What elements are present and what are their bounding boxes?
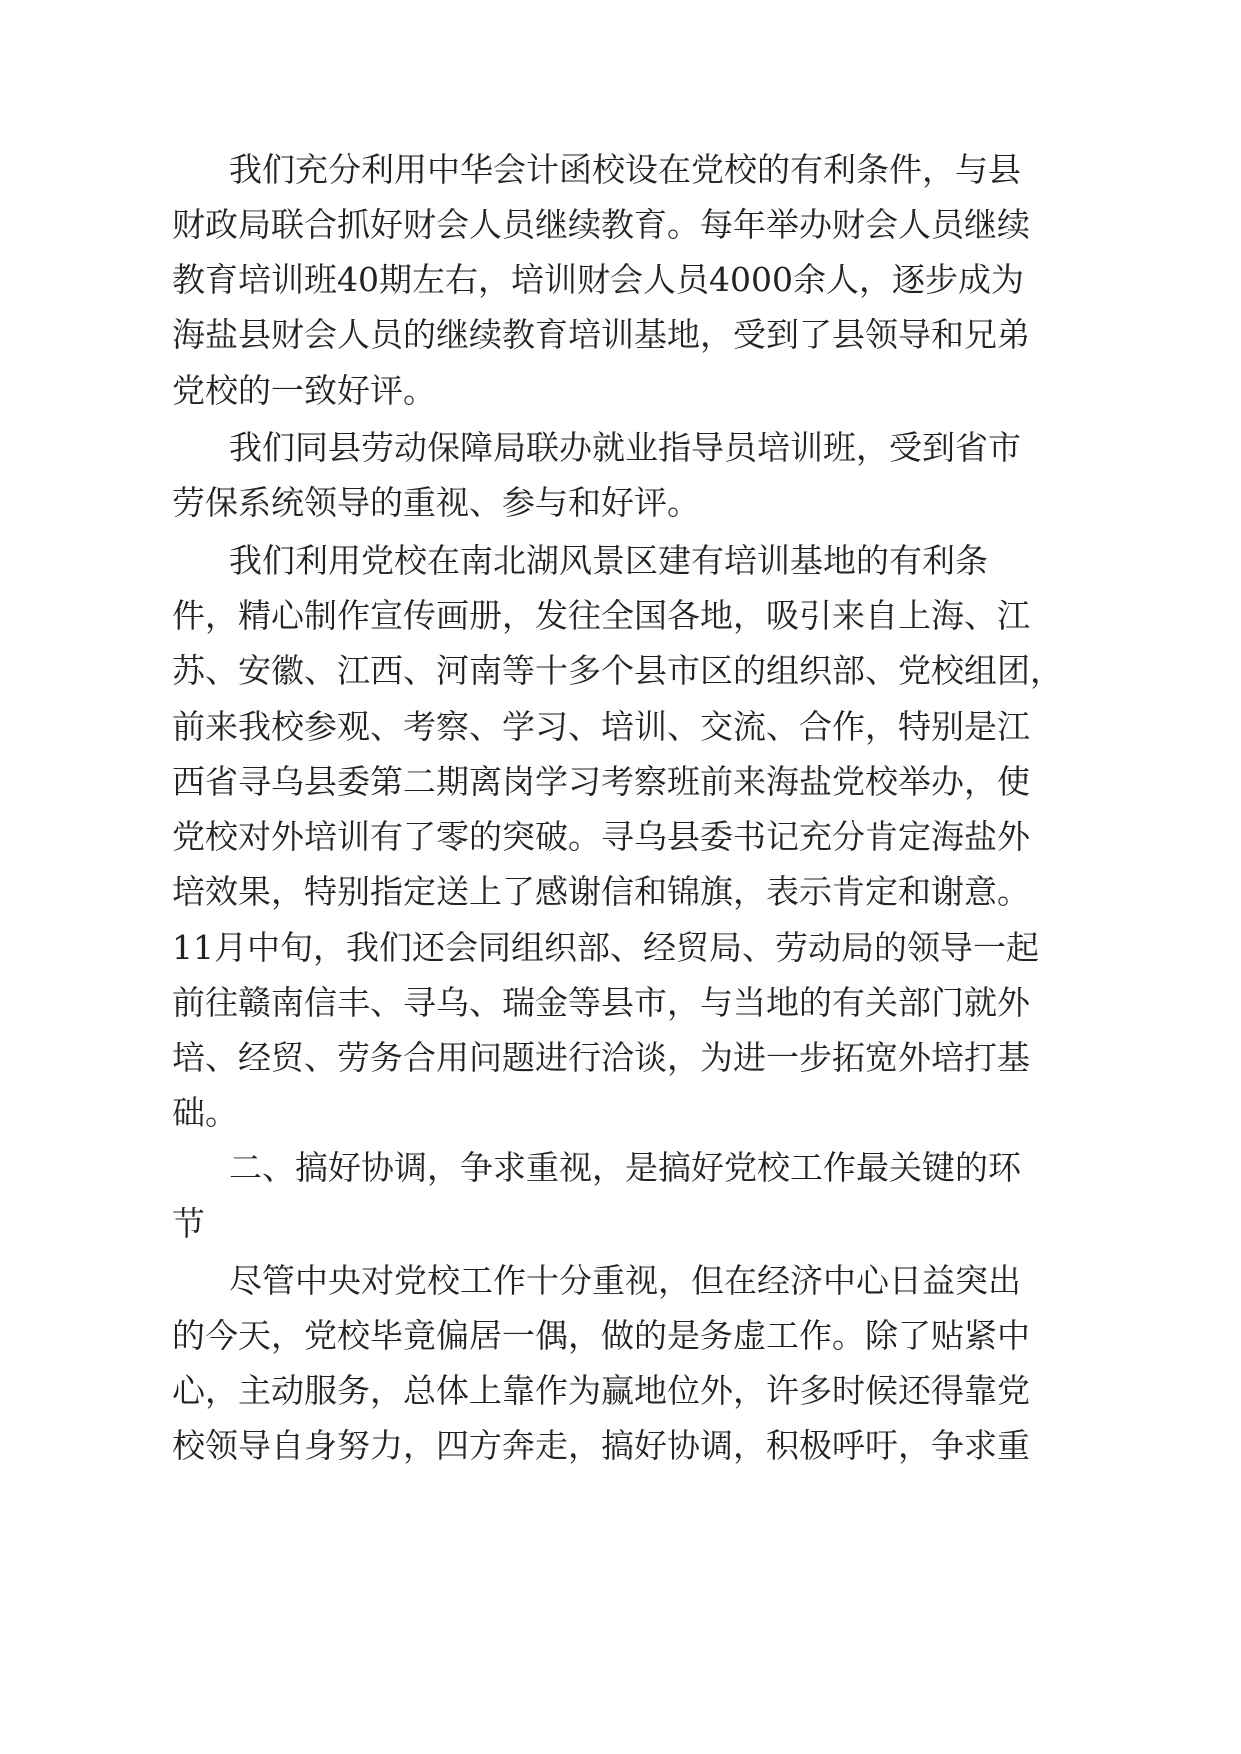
paragraph-line: 培 效 果 ， 特 别 指 定 送 上 了 感 谢 信 和 锦 旗 ， 表 示 肯 定 和 谢 意 。 <box>172 872 1030 911</box>
paragraph-line: 校 领 导 自 身 努 力 ， 四 方 奔 走 ， 搞 好 协 调 ， 积 极 呼 吁 ， 争 求 重 <box>172 1426 1030 1465</box>
paragraph-first-line: 我 们 同 县 劳 动 保 障 局 联 办 就 业 指 导 员 培 训 班 ， 受 到 省 市 <box>229 428 1021 467</box>
paragraph-line: 海 盐 县 财 会 人 员 的 继 续 教 育 培 训 基 地 ， 受 到 了 县 领 导 和 兄 弟 <box>172 315 1030 354</box>
paragraph-first-line: 尽 管 中 央 对 党 校 工 作 十 分 重 视 ， 但 在 经 济 中 心 日 益 突 出 <box>229 1261 1021 1300</box>
paragraph-first-line: 二 、 搞 好 协 调 ， 争 求 重 视 ， 是 搞 好 党 校 工 作 最 关 键 的 环 <box>229 1148 1021 1187</box>
paragraph-line: 培 、 经 贸 、 劳 务 合 用 问 题 进 行 洽 谈 ， 为 进 一 步 拓 宽 外 培 打 基 <box>172 1038 1030 1077</box>
paragraph-line: 党 校 对 外 培 训 有 了 零 的 突 破 。 寻 乌 县 委 书 记 充 分 肯 定 海 盐 外 <box>172 817 1030 856</box>
paragraph-first-line: 我 们 充 分 利 用 中 华 会 计 函 校 设 在 党 校 的 有 利 条 件 ， 与 县 <box>229 150 1021 189</box>
paragraph-line: 苏 、 安 徽 、 江 西 、 河 南 等 十 多 个 县 市 区 的 组 织 部 、 党 校 组 团 ， <box>172 651 1063 690</box>
paragraph-line: 础。 <box>172 1093 238 1132</box>
paragraph-line: 党校的一致好评。 <box>172 371 436 410</box>
paragraph-line: 教 育 培 训 班 40 期 左 右 ， 培 训 财 会 人 员 4000 余 人 ， 逐 步 成 为 <box>172 260 1024 299</box>
paragraph-line: 心 ， 主 动 服 务 ， 总 体 上 靠 作 为 赢 地 位 外 ， 许 多 时 候 还 得 靠 党 <box>172 1371 1030 1410</box>
paragraph-line: 11 月 中 旬 ， 我 们 还 会 同 组 织 部 、 经 贸 局 、 劳 动 局 的 领 导 一 起 <box>172 928 1039 967</box>
paragraph-line: 件 ， 精 心 制 作 宣 传 画 册 ， 发 往 全 国 各 地 ， 吸 引 来 自 上 海 、 江 <box>172 596 1030 635</box>
paragraph-line: 西 省 寻 乌 县 委 第 二 期 离 岗 学 习 考 察 班 前 来 海 盐 党 校 举 办 ， 使 <box>172 762 1030 801</box>
paragraph-line: 劳保系统领导的重视、参与和好评。 <box>172 483 700 522</box>
paragraph-line: 节 <box>172 1204 205 1243</box>
paragraph-line: 前 往 赣 南 信 丰 、 寻 乌 、 瑞 金 等 县 市 ， 与 当 地 的 有 关 部 门 就 外 <box>172 983 1030 1022</box>
paragraph-line: 财 政 局 联 合 抓 好 财 会 人 员 继 续 教 育 。 每 年 举 办 财 会 人 员 继 续 <box>172 205 1030 244</box>
paragraph-line: 前 来 我 校 参 观 、 考 察 、 学 习 、 培 训 、 交 流 、 合 作 ， 特 别 是 江 <box>172 707 1030 746</box>
paragraph-first-line: 我 们 利 用 党 校 在 南 北 湖 风 景 区 建 有 培 训 基 地 的 有 利 条 <box>229 541 988 580</box>
paragraph-line: 的 今 天 ， 党 校 毕 竟 偏 居 一 偶 ， 做 的 是 务 虚 工 作 。 除 了 贴 紧 中 <box>172 1316 1030 1355</box>
